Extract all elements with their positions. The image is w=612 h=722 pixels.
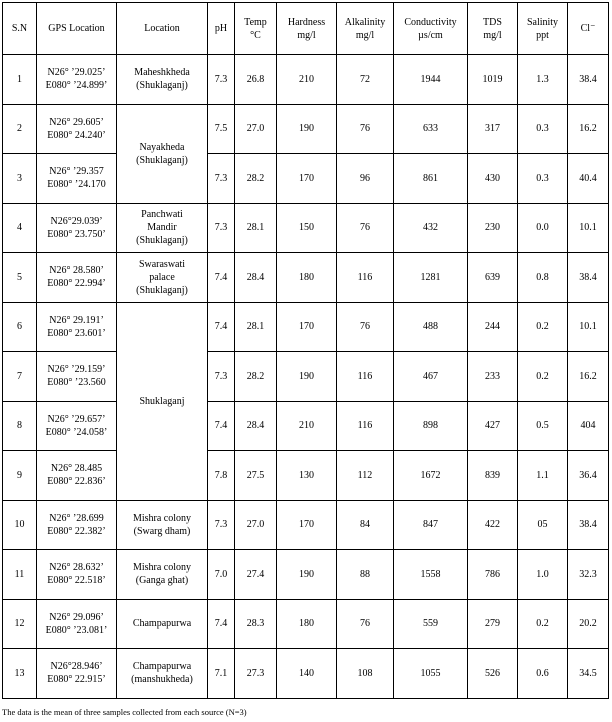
table-row	[3, 649, 609, 699]
cell-gps: N26° ’29.159’ E080° ’23.560	[37, 352, 117, 402]
cell-gps: N26° 28.632’ E080° 22.518’	[37, 550, 117, 600]
cell-cl: 38.4	[568, 253, 609, 303]
cell-alkalinity: 116	[337, 253, 394, 303]
cell-hardness: 170	[277, 154, 337, 204]
cell-alkalinity: 76	[337, 302, 394, 352]
cell-hardness: 170	[277, 500, 337, 550]
cell-ph: 7.0	[208, 550, 235, 600]
cell-location: Panchwati Mandir (Shuklaganj)	[117, 203, 208, 253]
cell-ph: 7.3	[208, 203, 235, 253]
cell-gps: N26° 29.191’ E080° 23.601’	[37, 302, 117, 352]
table-row	[3, 154, 609, 204]
cell-temp: 28.4	[235, 401, 277, 451]
cell-gps: N26°28.946’ E080° 22.915’	[37, 649, 117, 699]
cell-temp: 27.4	[235, 550, 277, 600]
cell-hardness: 170	[277, 302, 337, 352]
cell-location: Nayakheda (Shuklaganj)	[117, 104, 208, 203]
cell-hardness: 180	[277, 599, 337, 649]
cell-temp: 27.3	[235, 649, 277, 699]
cell-hardness: 210	[277, 55, 337, 105]
cell-conductivity: 1281	[394, 253, 468, 303]
cell-cl: 16.2	[568, 352, 609, 402]
cell-cl: 10.1	[568, 302, 609, 352]
cell-tds: 279	[468, 599, 518, 649]
cell-hardness: 140	[277, 649, 337, 699]
cell-salinity: 1.3	[518, 55, 568, 105]
cell-alkalinity: 84	[337, 500, 394, 550]
cell-cl: 38.4	[568, 55, 609, 105]
water-quality-table	[2, 2, 609, 699]
cell-temp: 26.8	[235, 55, 277, 105]
cell-gps: N26°29.039’ E080° 23.750’	[37, 203, 117, 253]
cell-ph: 7.3	[208, 154, 235, 204]
cell-tds: 786	[468, 550, 518, 600]
cell-salinity: 1.1	[518, 451, 568, 501]
cell-alkalinity: 108	[337, 649, 394, 699]
cell-temp: 28.4	[235, 253, 277, 303]
cell-gps: N26° ’29.657’ E080° ’24.058’	[37, 401, 117, 451]
cell-ph: 7.4	[208, 302, 235, 352]
cell-conductivity: 1672	[394, 451, 468, 501]
header-cl: Cl⁻	[568, 3, 609, 55]
cell-gps: N26° ’29.025’ E080° ’24.899’	[37, 55, 117, 105]
cell-location: Maheshkheda (Shuklaganj)	[117, 55, 208, 105]
cell-ph: 7.3	[208, 55, 235, 105]
cell-hardness: 130	[277, 451, 337, 501]
header-salinity: Salinity ppt	[518, 3, 568, 55]
cell-cl: 16.2	[568, 104, 609, 154]
cell-gps: N26° 28.485 E080° 22.836’	[37, 451, 117, 501]
cell-hardness: 150	[277, 203, 337, 253]
cell-tds: 230	[468, 203, 518, 253]
header-gps: GPS Location	[37, 3, 117, 55]
table-row	[3, 352, 609, 402]
cell-salinity: 0.8	[518, 253, 568, 303]
header-conductivity: Conductivity µs/cm	[394, 3, 468, 55]
cell-ph: 7.4	[208, 599, 235, 649]
cell-location: Champapurwa	[117, 599, 208, 649]
table-row	[3, 203, 609, 253]
cell-alkalinity: 76	[337, 599, 394, 649]
cell-sn: 10	[3, 500, 37, 550]
table-row	[3, 401, 609, 451]
cell-hardness: 190	[277, 550, 337, 600]
header-alkalinity: Alkalinity mg/l	[337, 3, 394, 55]
cell-sn: 8	[3, 401, 37, 451]
cell-salinity: 0.3	[518, 104, 568, 154]
table-row	[3, 550, 609, 600]
cell-conductivity: 559	[394, 599, 468, 649]
cell-temp: 28.2	[235, 352, 277, 402]
cell-ph: 7.5	[208, 104, 235, 154]
cell-gps: N26° ’29.357 E080° ’24.170	[37, 154, 117, 204]
cell-ph: 7.3	[208, 500, 235, 550]
cell-alkalinity: 76	[337, 203, 394, 253]
cell-tds: 427	[468, 401, 518, 451]
cell-temp: 28.2	[235, 154, 277, 204]
cell-hardness: 190	[277, 104, 337, 154]
cell-hardness: 180	[277, 253, 337, 303]
cell-salinity: 0.5	[518, 401, 568, 451]
cell-sn: 13	[3, 649, 37, 699]
cell-tds: 317	[468, 104, 518, 154]
cell-temp: 27.5	[235, 451, 277, 501]
cell-sn: 6	[3, 302, 37, 352]
cell-tds: 526	[468, 649, 518, 699]
cell-conductivity: 432	[394, 203, 468, 253]
cell-location: Mishra colony (Ganga ghat)	[117, 550, 208, 600]
table-row	[3, 451, 609, 501]
cell-sn: 3	[3, 154, 37, 204]
cell-gps: N26° 29.096’ E080° ’23.081’	[37, 599, 117, 649]
table-row	[3, 302, 609, 352]
cell-location: Shuklaganj	[117, 302, 208, 500]
cell-sn: 1	[3, 55, 37, 105]
cell-cl: 32.3	[568, 550, 609, 600]
cell-cl: 404	[568, 401, 609, 451]
cell-salinity: 0.3	[518, 154, 568, 204]
cell-cl: 34.5	[568, 649, 609, 699]
cell-location: Mishra colony (Swarg dham)	[117, 500, 208, 550]
table-row	[3, 104, 609, 154]
cell-sn: 4	[3, 203, 37, 253]
header-ph: pH	[208, 3, 235, 55]
cell-alkalinity: 88	[337, 550, 394, 600]
cell-alkalinity: 72	[337, 55, 394, 105]
cell-alkalinity: 116	[337, 352, 394, 402]
cell-salinity: 0.0	[518, 203, 568, 253]
cell-temp: 28.1	[235, 203, 277, 253]
cell-sn: 5	[3, 253, 37, 303]
cell-salinity: 0.6	[518, 649, 568, 699]
cell-tds: 1019	[468, 55, 518, 105]
cell-conductivity: 1055	[394, 649, 468, 699]
cell-tds: 244	[468, 302, 518, 352]
cell-sn: 7	[3, 352, 37, 402]
cell-alkalinity: 112	[337, 451, 394, 501]
cell-ph: 7.8	[208, 451, 235, 501]
table-footnote: The data is the mean of three samples collected from each source (N=3)	[2, 707, 247, 717]
cell-conductivity: 488	[394, 302, 468, 352]
cell-conductivity: 1944	[394, 55, 468, 105]
cell-salinity: 05	[518, 500, 568, 550]
cell-temp: 27.0	[235, 104, 277, 154]
cell-cl: 20.2	[568, 599, 609, 649]
cell-conductivity: 847	[394, 500, 468, 550]
cell-hardness: 190	[277, 352, 337, 402]
cell-cl: 36.4	[568, 451, 609, 501]
cell-ph: 7.3	[208, 352, 235, 402]
cell-sn: 9	[3, 451, 37, 501]
cell-location: Champapurwa (manshukheda)	[117, 649, 208, 699]
cell-salinity: 0.2	[518, 302, 568, 352]
cell-ph: 7.4	[208, 401, 235, 451]
cell-cl: 40.4	[568, 154, 609, 204]
cell-ph: 7.4	[208, 253, 235, 303]
cell-alkalinity: 76	[337, 104, 394, 154]
cell-tds: 639	[468, 253, 518, 303]
cell-sn: 12	[3, 599, 37, 649]
header-temp: Temp °C	[235, 3, 277, 55]
cell-tds: 233	[468, 352, 518, 402]
header-hardness: Hardness mg/l	[277, 3, 337, 55]
cell-gps: N26° 28.580’ E080° 22.994’	[37, 253, 117, 303]
cell-temp: 28.3	[235, 599, 277, 649]
header-row	[3, 3, 609, 55]
cell-alkalinity: 116	[337, 401, 394, 451]
header-tds: TDS mg/l	[468, 3, 518, 55]
cell-alkalinity: 96	[337, 154, 394, 204]
cell-cl: 10.1	[568, 203, 609, 253]
table-row	[3, 253, 609, 303]
header-sn: S.N	[3, 3, 37, 55]
table-row	[3, 55, 609, 105]
cell-salinity: 0.2	[518, 352, 568, 402]
cell-salinity: 1.0	[518, 550, 568, 600]
cell-temp: 28.1	[235, 302, 277, 352]
header-location: Location	[117, 3, 208, 55]
cell-salinity: 0.2	[518, 599, 568, 649]
cell-tds: 839	[468, 451, 518, 501]
cell-conductivity: 861	[394, 154, 468, 204]
cell-conductivity: 633	[394, 104, 468, 154]
cell-conductivity: 467	[394, 352, 468, 402]
cell-cl: 38.4	[568, 500, 609, 550]
table-row	[3, 599, 609, 649]
cell-gps: N26° ’28.699 E080° 22.382’	[37, 500, 117, 550]
cell-sn: 2	[3, 104, 37, 154]
cell-gps: N26° 29.605’ E080° 24.240’	[37, 104, 117, 154]
cell-tds: 430	[468, 154, 518, 204]
cell-location: Swaraswati palace (Shuklaganj)	[117, 253, 208, 303]
cell-tds: 422	[468, 500, 518, 550]
cell-ph: 7.1	[208, 649, 235, 699]
cell-conductivity: 1558	[394, 550, 468, 600]
cell-temp: 27.0	[235, 500, 277, 550]
cell-conductivity: 898	[394, 401, 468, 451]
table-row	[3, 500, 609, 550]
cell-sn: 11	[3, 550, 37, 600]
cell-hardness: 210	[277, 401, 337, 451]
